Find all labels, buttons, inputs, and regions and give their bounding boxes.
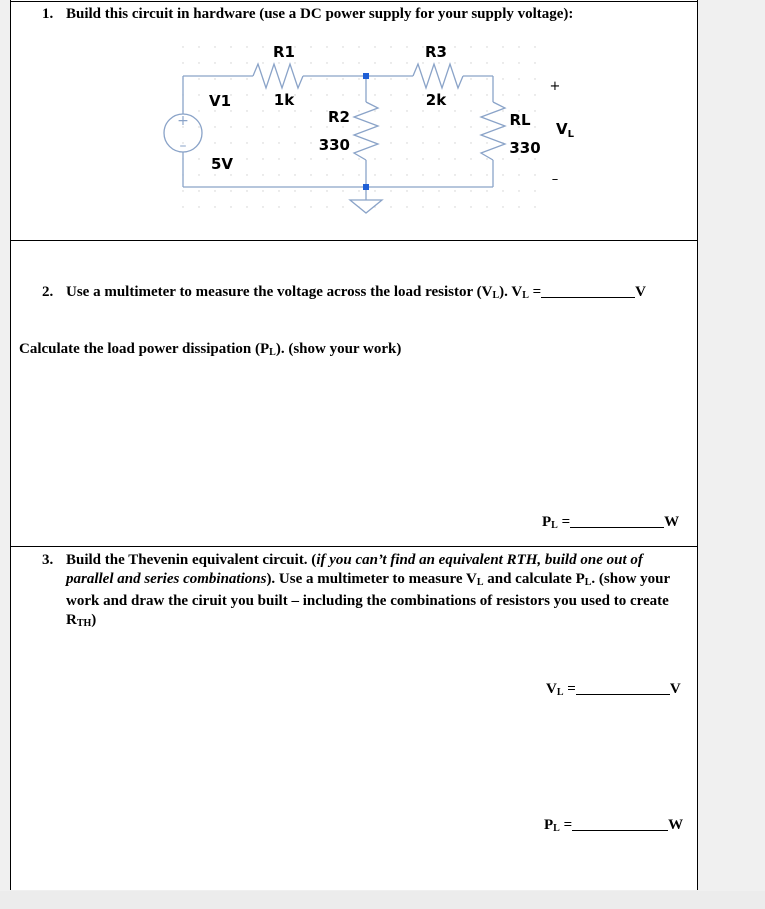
vl-answer-line-2 <box>546 680 681 702</box>
question-3-sub-l1: L <box>476 576 484 588</box>
vl-minus-sign: – <box>551 172 559 187</box>
pl-answer-blank-2[interactable] <box>572 816 668 831</box>
pl-unit-1: W <box>664 514 680 530</box>
vl-answer-blank-2[interactable] <box>576 680 670 695</box>
v1-label: V1 <box>208 92 232 110</box>
source-plus-sign: + <box>177 113 189 129</box>
pl-answer-line-2 <box>544 816 683 838</box>
pl-answer-line-1 <box>542 513 679 535</box>
calc-text-post: ). (show your work) <box>275 341 402 357</box>
r2-value: 330 <box>318 136 350 154</box>
question-2-eq: = <box>528 284 542 300</box>
rl-value: 330 <box>509 139 541 157</box>
calc-sub: L <box>269 347 276 358</box>
question-3-text-e: ) <box>91 611 97 628</box>
node-top-junction <box>363 73 369 79</box>
calc-instruction <box>19 340 401 362</box>
vl-eq-2: = <box>563 681 576 697</box>
question-3-text-b: ). Use a multimeter to measure V <box>266 570 477 587</box>
node-ground-junction <box>363 184 369 190</box>
question-3-text-c: and calculate P <box>483 570 585 587</box>
vl-plus-sign: + <box>549 79 561 94</box>
v1-value: 5V <box>210 155 234 173</box>
question-1-text: Build this circuit in hardware (use a DC power supply for your supply voltage): <box>66 6 574 22</box>
question-3 <box>42 551 687 633</box>
question-3-sub-th: TH <box>76 617 92 629</box>
question-3-text-d: . (show your work and draw the ciruit you built – including the combinations of resistors you used to create R <box>66 570 670 628</box>
question-2-vl-sub: L <box>522 290 529 301</box>
vl-answer-blank-1[interactable] <box>541 283 635 298</box>
r3-label: R3 <box>425 43 447 61</box>
question-3-italic: if you can’t find an equivalent RTH, build one out of parallel and series combinations <box>66 552 643 587</box>
source-minus-sign: – <box>179 138 187 154</box>
question-2 <box>42 283 646 305</box>
vl-label-main: V <box>556 120 568 138</box>
question-2-unit: V <box>635 284 647 300</box>
pl-sub-1: L <box>551 520 558 531</box>
circuit-schematic <box>150 30 574 230</box>
question-3-body <box>66 551 687 633</box>
pl-eq-1: = <box>557 514 571 530</box>
pl-answer-blank-1[interactable] <box>570 513 664 528</box>
question-3-number: 3. <box>42 552 54 568</box>
calc-text: Calculate the load power dissipation (P <box>19 341 270 357</box>
vl-label-sub: L <box>567 129 574 140</box>
vl-sub-2: L <box>556 687 564 698</box>
r2-label: R2 <box>328 108 350 126</box>
question-2-number: 2. <box>42 284 54 300</box>
question-3-sub-l2: L <box>584 576 592 588</box>
question-2-sub: L <box>492 290 500 301</box>
pl-eq-2: = <box>559 817 573 833</box>
vl-label-2: V <box>546 681 557 697</box>
r3-value: 2k <box>425 91 447 109</box>
question-1 <box>42 5 573 23</box>
rl-label: RL <box>509 111 531 129</box>
question-2-text: Use a multimeter to measure the voltage across the load resistor (V <box>66 284 493 300</box>
pl-label-2: P <box>544 817 554 833</box>
vl-unit-2: V <box>669 681 681 697</box>
top-border <box>10 1 697 2</box>
r1-value: 1k <box>273 91 295 109</box>
pl-label-1: P <box>542 514 552 530</box>
r1-label: R1 <box>273 43 295 61</box>
pl-unit-2: W <box>668 817 684 833</box>
window-bottom-strip <box>0 891 765 909</box>
section-divider-1 <box>10 240 697 241</box>
pl-sub-2: L <box>553 823 560 834</box>
section-divider-2 <box>10 546 697 547</box>
question-3-text-a: Build the Thevenin equivalent circuit. ( <box>66 552 317 568</box>
question-2-text-post: ). V <box>499 284 523 300</box>
question-1-number: 1. <box>42 6 54 22</box>
